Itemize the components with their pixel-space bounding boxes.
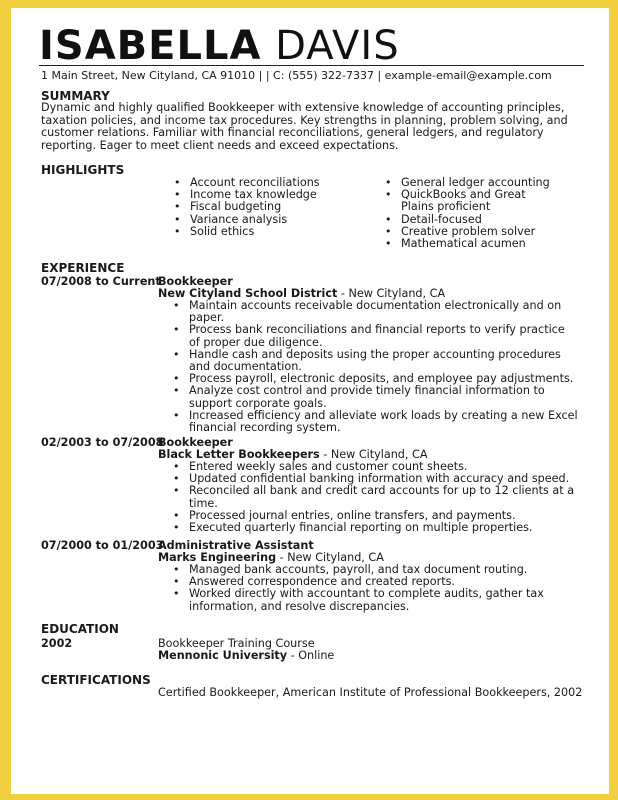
header-divider xyxy=(39,65,584,66)
education-year: 2002 xyxy=(41,637,73,650)
list-item: • Account reconciliations xyxy=(174,177,354,189)
highlights-heading: HIGHLIGHTS xyxy=(41,163,125,177)
education-heading: EDUCATION xyxy=(41,622,119,636)
job-location: - New Cityland, CA xyxy=(319,448,428,461)
job-dates: 07/2000 to 01/2003 xyxy=(41,539,164,552)
job-title: Bookkeeper xyxy=(158,275,233,288)
job-location: - New Cityland, CA xyxy=(337,287,446,300)
list-item: • Maintain accounts receivable documentation electronically and on paper. xyxy=(173,300,578,324)
list-item: • Entered weekly sales and customer count sheets. xyxy=(173,461,578,473)
list-item: • QuickBooks and Great Plains proficient xyxy=(385,189,560,213)
list-item: • Managed bank accounts, payroll, and tax document routing. xyxy=(173,564,578,576)
job-dates: 02/2003 to 07/2008 xyxy=(41,436,164,449)
candidate-name xyxy=(39,22,400,70)
list-item: • Answered correspondence and created reports. xyxy=(173,576,578,588)
job-employer: Black Letter Bookkeepers xyxy=(158,448,320,461)
list-item: • Detail-focused xyxy=(385,214,560,226)
job-location: - New Cityland, CA xyxy=(276,551,384,564)
list-item: • Mathematical acumen xyxy=(385,238,560,250)
list-item: • Creative problem solver xyxy=(385,226,560,238)
highlights-list-right xyxy=(385,177,560,250)
list-item: • Analyze cost control and provide timely financial information to support corporate goals. xyxy=(173,385,578,409)
list-item: • Handle cash and deposits using the proper accounting procedures and documentation. xyxy=(173,349,578,373)
list-item: • Income tax knowledge xyxy=(174,189,354,201)
last-name: DAVIS xyxy=(275,23,400,69)
summary-text: Dynamic and highly qualified Bookkeeper with extensive knowledge of accounting principles, taxation policies, and income tax procedures. Key strengths in planning, problem solving, and customer relations. Familiar with financial reconciliations, general ledgers, and regulatory reporting. Eager to meet client needs and exceed expectations. xyxy=(41,101,568,152)
job-duties xyxy=(173,300,578,434)
list-item: • Variance analysis xyxy=(174,214,354,226)
certification-text: Certified Bookkeeper, American Institute of Professional Bookkeepers, 2002 xyxy=(158,686,583,699)
experience-heading: EXPERIENCE xyxy=(41,261,125,275)
first-name: ISABELLA xyxy=(39,23,262,69)
education-school-line xyxy=(158,650,334,663)
job-duties xyxy=(173,564,578,613)
education-mode: - Online xyxy=(287,649,335,662)
job-title: Administrative Assistant xyxy=(158,539,314,552)
resume-page xyxy=(11,8,609,794)
list-item: • Process bank reconciliations and financial reports to verify practice of proper due diligence. xyxy=(173,324,578,348)
list-item: • Solid ethics xyxy=(174,226,354,238)
list-item: • Process payroll, electronic deposits, and employee pay adjustments. xyxy=(173,373,578,385)
certifications-heading: CERTIFICATIONS xyxy=(41,673,151,687)
list-item: • Reconciled all bank and credit card accounts for up to 12 clients at a time. xyxy=(173,485,578,509)
list-item: • Increased efficiency and alleviate work loads by creating a new Excel financial recording system. xyxy=(173,410,578,434)
list-item: • Fiscal budgeting xyxy=(174,201,354,213)
list-item: • Executed quarterly financial reporting on multiple properties. xyxy=(173,522,578,534)
job-employer: Marks Engineering xyxy=(158,551,277,564)
highlights-list-left xyxy=(174,177,354,238)
job-dates: 07/2008 to Current xyxy=(41,275,161,288)
list-item: • Updated confidential banking information with accuracy and speed. xyxy=(173,473,578,485)
contact-line: 1 Main Street, New Cityland, CA 91010 | | C: (555) 322-7337 | example-email@example.com xyxy=(41,69,552,82)
list-item: • Worked directly with accountant to complete audits, gather tax information, and resolve discrepancies. xyxy=(173,588,578,612)
list-item: • Processed journal entries, online transfers, and payments. xyxy=(173,510,578,522)
list-item: • General ledger accounting xyxy=(385,177,560,189)
job-employer: New Cityland School District xyxy=(158,287,338,300)
summary-heading: SUMMARY xyxy=(41,89,110,103)
education-school: Mennonic University xyxy=(158,649,288,662)
job-title: Bookkeeper xyxy=(158,436,233,449)
job-duties xyxy=(173,461,578,534)
education-course: Bookkeeper Training Course xyxy=(158,637,315,650)
